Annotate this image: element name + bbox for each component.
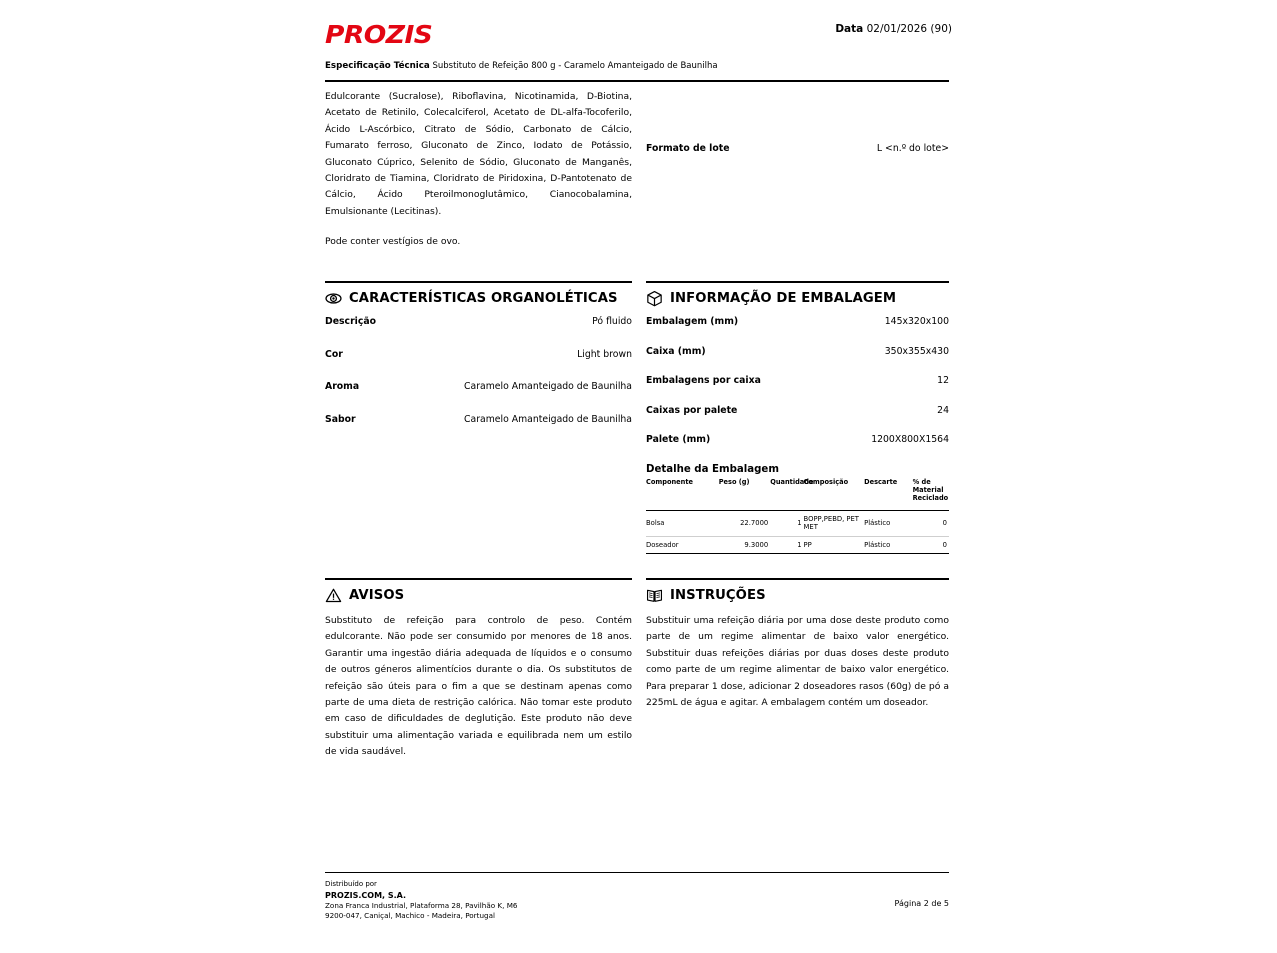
packaging-label: Caixas por palete (646, 404, 738, 416)
document-footer (325, 872, 949, 933)
packaging-header (646, 290, 949, 307)
organoleptic-section (325, 281, 632, 446)
organoleptic-row (325, 349, 632, 360)
packaging-value: 1200X800X1564 (871, 434, 949, 445)
footer-address-line-1: Zona Franca Industrial, Plataforma 28, Pavilhão K, M6 (325, 901, 518, 910)
column-header-peso: Peso (g) (718, 477, 750, 486)
spec-label: Especificação Técnica (325, 61, 430, 71)
footer-page-number: Página 2 de 5 (894, 899, 949, 908)
lot-format-row (646, 143, 949, 154)
packaging-value: 145x320x100 (884, 316, 949, 327)
warnings-divider (325, 578, 632, 580)
box-icon (646, 290, 663, 307)
packaging-row (646, 346, 949, 357)
prozis-logo: PROZIS (325, 20, 433, 49)
open-book-icon (646, 587, 663, 604)
cell-componente: Doseador (646, 536, 719, 553)
packaging-label: Caixa (mm) (646, 345, 706, 357)
packaging-detail-table (646, 478, 949, 554)
footer-content (325, 873, 949, 933)
organoleptic-label: Cor (325, 348, 343, 360)
instructions-title: INSTRUÇÕES (670, 588, 766, 603)
footer-address-line-2: 9200-047, Caniçal, Machico - Madeira, Portugal (325, 910, 495, 920)
packaging-label: Palete (mm) (646, 434, 711, 445)
table-header-row (646, 478, 949, 511)
footer-company-name: PROZIS.COM, S.A. (325, 891, 407, 900)
cell-composicao: PP (804, 536, 865, 553)
packaging-title: INFORMAÇÃO DE EMBALAGEM (670, 291, 897, 306)
cell-peso: 9.3000 (719, 536, 771, 553)
spec-title-line (325, 61, 718, 71)
date-value: 02/01/2026 (90) (866, 23, 952, 35)
document-header (322, 0, 952, 56)
spec-value: Substituto de Refeição 800 g - Caramelo Amanteigado de Baunilha (432, 61, 718, 71)
organoleptic-header (325, 290, 632, 307)
table-row (646, 536, 949, 553)
instructions-section (646, 578, 949, 711)
cell-quantidade: 1 (770, 536, 803, 553)
cell-componente: Bolsa (646, 511, 719, 536)
warnings-section (325, 578, 632, 761)
packaging-detail-title: Detalhe da Embalagem (646, 463, 779, 475)
cell-descarte: Plástico (864, 536, 912, 553)
cell-reciclado: 0 (913, 536, 949, 553)
packaging-row (646, 405, 949, 416)
packaging-value: 350x355x430 (884, 345, 949, 357)
cell-descarte: Plástico (864, 511, 912, 536)
organoleptic-value: Caramelo Amanteigado de Baunilha (464, 381, 632, 392)
document-date (835, 23, 952, 35)
column-header-reciclado: % de Material Reciclado (912, 477, 949, 502)
packaging-label: Embalagens por caixa (646, 375, 761, 386)
warning-triangle-icon (325, 587, 342, 604)
packaging-value: 12 (937, 375, 949, 386)
document-page (322, 0, 952, 953)
column-header-quantidade: Quantidade (770, 477, 814, 486)
organoleptic-divider (325, 281, 632, 283)
packaging-section (646, 281, 949, 554)
right-column (646, 84, 949, 709)
packaging-value: 24 (937, 404, 949, 416)
cell-composicao: BOPP,PEBD, PET MET (804, 511, 865, 536)
organoleptic-label: Aroma (325, 381, 360, 392)
traces-text: Pode conter vestígios de ovo. (325, 236, 461, 248)
packaging-divider (646, 281, 949, 283)
instructions-divider (646, 578, 949, 580)
packaging-row (646, 434, 949, 445)
organoleptic-row (325, 414, 632, 425)
organoleptic-row (325, 316, 632, 327)
lot-format-label: Formato de lote (646, 143, 730, 154)
cell-quantidade: 1 (770, 511, 803, 536)
lot-format-block (646, 84, 949, 154)
instructions-header (646, 587, 949, 604)
organoleptic-row (325, 381, 632, 392)
column-header-composicao: Composição (803, 477, 849, 486)
ingredients-text: Edulcorante (Sucralose), Riboflavina, Nicotinamida, D-Biotina, Acetato de Retinilo, Colecalciferol, Acetato de DL-alfa-Tocoferilo, Ácido L-Ascórbico, Citrato de Sódio, Carbonato de Cálcio, Fumarato ferroso, Gluconato de Zinco, Iodato de Potássio, Gluconato Cúprico, Selenito de Sódio, Gluconato de Manganês, Cloridrato de Tiamina, Cloridrato de Piridoxina, D-Pantotenato de Cálcio, Ácido Pteroilmonoglutâmico, Cianocobalamina, Emulsionante (Lecitinas). (325, 91, 632, 217)
footer-distributed-by: Distribuído por (325, 880, 377, 888)
organoleptic-label: Descrição (325, 316, 377, 327)
organoleptic-value: Caramelo Amanteigado de Baunilha (464, 413, 632, 425)
packaging-row (646, 316, 949, 327)
warnings-text: Substituto de refeição para controlo de peso. Contém edulcorante. Não pode ser consumido por menores de 18 anos. Garantir uma ingestão diária adequada de líquidos e o consumo de outros géneros alimentícios durante o dia. Os substitutos de refeição são úteis para o fim a que se destinam apenas como parte de uma dieta de restrição calórica. Não tomar este produto em caso de dificuldades de deglutição. Este produto não deve substituir uma alimentação variada e equilibrada nem um estilo de vida saudável. (325, 615, 632, 758)
column-header-componente: Componente (646, 477, 693, 486)
instructions-text: Substituir uma refeição diária por uma dose deste produto como parte de um regime alimentar de baixo valor energético. Substituir duas refeições diárias por duas doses deste produto como parte de um regime alimentar de baixo valor energético. Para preparar 1 dose, adicionar 2 doseadores rasos (60g) de pó a 225mL de água e agitar. A embalagem contém um doseador. (646, 615, 949, 709)
packaging-row (646, 375, 949, 386)
column-header-descarte: Descarte (864, 477, 898, 486)
left-column (325, 84, 632, 758)
cell-reciclado: 0 (913, 511, 949, 536)
cell-peso: 22.7000 (719, 511, 771, 536)
organoleptic-value: Pó fluido (592, 316, 632, 327)
table-row (646, 511, 949, 536)
warnings-title: AVISOS (349, 588, 405, 603)
organoleptic-label: Sabor (325, 413, 356, 425)
warnings-header (325, 587, 632, 604)
organoleptic-title: CARACTERÍSTICAS ORGANOLÉTICAS (349, 291, 618, 306)
eye-icon (325, 290, 342, 307)
header-divider (325, 80, 949, 82)
lot-format-value: L <n.º do lote> (876, 143, 949, 154)
date-label: Data (835, 23, 864, 35)
organoleptic-value: Light brown (577, 348, 632, 360)
packaging-label: Embalagem (mm) (646, 316, 739, 327)
